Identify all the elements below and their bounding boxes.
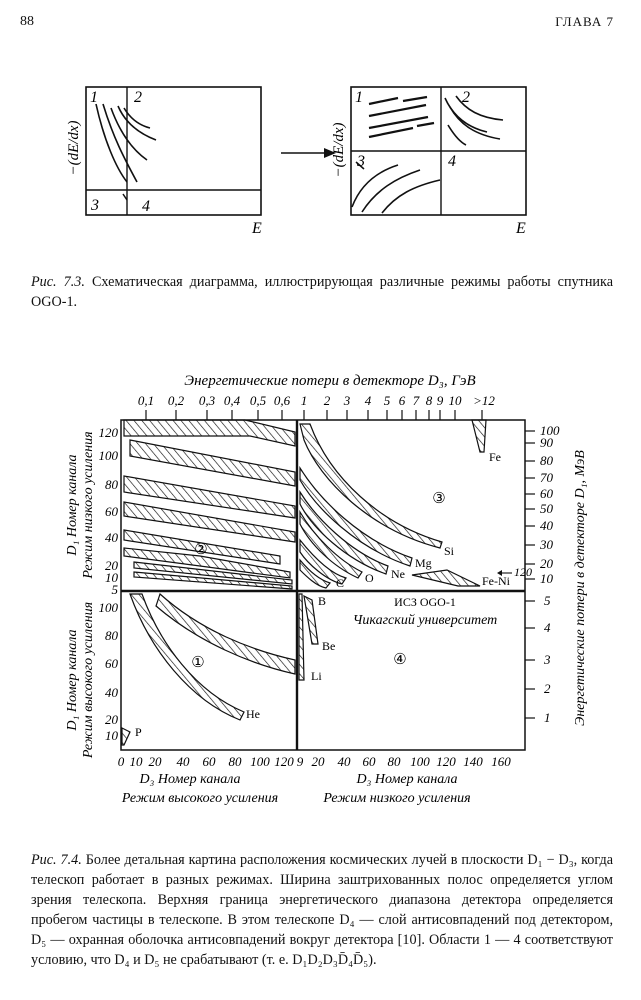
fig74-right-axis-label: Энергетические потери в детекторе D₁, МэВ [573, 450, 588, 726]
fig74-left-bottom-axis-label-2: Режим высокого усиления [81, 601, 96, 759]
left-top-tick-80: 80 [105, 477, 118, 492]
fig73-right-x-label: E [516, 220, 526, 237]
top-tick-1: 1 [300, 393, 308, 408]
top-tick-3: 3 [343, 393, 351, 408]
element-label-p: P [135, 725, 142, 739]
fig74-bands-lower-left [122, 594, 295, 745]
fig73-left-region-2: 2 [134, 89, 142, 106]
element-label-o: O [365, 571, 374, 585]
right-tick-70: 70 [540, 470, 553, 485]
figure-7-3 [0, 60, 641, 240]
top-tick-0-3: 0,3 [198, 393, 216, 408]
figure-7-3-caption-label: Рис. 7.3. [31, 274, 85, 290]
right-tick-40: 40 [540, 518, 553, 533]
element-label-fe: Fe [489, 450, 501, 464]
fig74-bands-upper-left [124, 420, 295, 589]
fig74-right-tick-labels [539, 423, 560, 725]
left-top-tick-60: 60 [105, 504, 118, 519]
right-tick-4: 4 [544, 620, 551, 635]
top-tick-0-1: 0,1 [137, 393, 155, 408]
element-label-ne: Ne [391, 567, 405, 581]
top-tick-9: 9 [436, 393, 444, 408]
top-tick-2: 2 [323, 393, 331, 408]
fig74-left-bottom-tick-labels [99, 600, 119, 743]
fig74-top-tick-labels [138, 393, 496, 408]
top-tick-10: 10 [448, 393, 462, 408]
bottom-tick-r120: 120 [436, 754, 456, 769]
top-tick-5: 5 [383, 393, 391, 408]
bottom-tick-10: 10 [129, 754, 143, 769]
fig74-left-bottom-axis-label-1: D₁ Номер канала [65, 629, 80, 731]
right-tick-1: 1 [544, 710, 551, 725]
right-tick-2: 2 [544, 681, 551, 696]
fig73-left-y-label: −(dE/dx) [66, 120, 82, 176]
figure-7-4-caption-label: Рис. 7.4. [31, 852, 82, 868]
fig73-left-region-4: 4 [142, 198, 150, 215]
fig74-bottom-right-label-1: D₃ Номер канала [356, 772, 458, 787]
left-bottom-tick-40: 40 [105, 685, 118, 700]
element-label-fe-ni: Fe-Ni [482, 574, 510, 588]
top-tick-4: 4 [364, 393, 372, 408]
figure-7-4 [0, 360, 641, 820]
element-label-li: Li [311, 669, 322, 683]
element-label-si: Si [444, 544, 455, 558]
bottom-tick-20: 20 [148, 754, 162, 769]
left-bottom-tick-60: 60 [105, 656, 118, 671]
fig74-bands-upper-right [300, 420, 486, 588]
right-tick-10: 10 [540, 571, 553, 586]
fig74-left-top-axis-label-1: D₁ Номер канала [65, 454, 80, 556]
fig73-right-region-2: 2 [462, 89, 470, 106]
bottom-tick-r9: 9 [296, 754, 304, 769]
top-tick-6: 6 [398, 393, 406, 408]
bottom-tick-r100: 100 [410, 754, 430, 769]
fig73-left-panel [86, 87, 261, 215]
bottom-tick-100: 100 [250, 754, 270, 769]
right-tick-80: 80 [540, 453, 553, 468]
right-tick-90: 90 [540, 435, 553, 450]
top-tick-0-2: 0,2 [167, 393, 185, 408]
fig74-left-top-axis-label-2: Режим низкого усиления [81, 431, 96, 579]
fig73-right-region-1: 1 [355, 89, 363, 106]
top-tick-7: 7 [412, 393, 420, 408]
left-bottom-tick-10: 10 [105, 728, 118, 743]
right-tick-50: 50 [540, 501, 553, 516]
chapter-title: ГЛАВА 7 [555, 14, 614, 29]
fig73-left-region-3: 3 [91, 197, 99, 214]
fig73-right-y-label: −(dE/dx) [331, 122, 347, 178]
left-top-tick-100: 100 [98, 448, 118, 463]
region-3-label: ③ [432, 491, 446, 507]
region-4-label: ④ [393, 652, 407, 668]
left-top-tick-10: 10 [105, 570, 118, 585]
fig74-mark-120: 120 [514, 565, 532, 579]
bottom-tick-r140: 140 [463, 754, 483, 769]
fig74-left-top-tick-labels [99, 425, 119, 597]
element-label-he: He [246, 707, 260, 721]
fig73-right-region-3: 3 [357, 153, 365, 170]
fig74-top-axis-title: Энергетические потери в детекторе D₃, ГэВ [184, 373, 476, 389]
left-bottom-tick-20: 20 [105, 712, 118, 727]
bottom-tick-0: 0 [117, 754, 125, 769]
top-tick-0-4: 0,4 [223, 393, 241, 408]
bottom-tick-40: 40 [176, 754, 190, 769]
bottom-tick-r40: 40 [337, 754, 351, 769]
bottom-tick-r20: 20 [311, 754, 325, 769]
fig74-bottom-left-label-1: D₃ Номер канала [139, 772, 241, 787]
right-tick-30: 30 [540, 537, 553, 552]
element-label-c: C [336, 576, 345, 590]
bottom-tick-60: 60 [202, 754, 216, 769]
left-bottom-tick-100: 100 [98, 600, 118, 615]
right-tick-60: 60 [540, 486, 553, 501]
left-top-tick-120: 120 [98, 425, 118, 440]
left-top-tick-5: 5 [111, 582, 118, 597]
left-top-tick-40: 40 [105, 530, 118, 545]
fig73-right-panel [351, 87, 526, 215]
element-label-mg: Mg [415, 556, 432, 570]
fig74-bottom-tick-labels [118, 754, 512, 769]
top-tick-8: 8 [425, 393, 433, 408]
figure-7-4-caption-text: Более детальная картина расположения космических лучей в плоскости D₁ − D₃, когда телескоп работает в разных режимах. Ширина заштрихованных полос определяется углом зрения телескопа. Верхняя граница энергетического диапазона детектора определяется пробегом частицы в телескопе. В этом телескопе D₄ — слой антисовпадений под детектором, D₅ — охранная оболочка антисовпадений вокруг детектора [10]. Области 1 — 4 соответствуют условию, что D₄ и D₅ не срабатывают (т. е. D₁D₂D₃D̄₄D̄₅). [31, 852, 614, 968]
top-tick-gt12: >12 [473, 393, 495, 408]
figure-7-4-caption [31, 850, 613, 970]
bottom-tick-r80: 80 [387, 754, 401, 769]
top-tick-0-5: 0,5 [249, 393, 267, 408]
fig74-top-ticks [146, 410, 482, 420]
instrument-line-1: ИСЗ OGO-1 [394, 595, 456, 609]
fig73-transition-arrow [281, 148, 336, 158]
element-label-b: B [318, 594, 327, 608]
fig73-right-region-4: 4 [448, 153, 456, 170]
fig73-left-region-1: 1 [90, 89, 98, 106]
region-1-label: ① [191, 655, 205, 671]
fig73-left-x-label: E [252, 220, 262, 237]
instrument-line-2: Чикагский университет [352, 613, 498, 628]
right-tick-100: 100 [540, 423, 560, 438]
right-tick-20: 20 [540, 556, 553, 571]
fig74-bands-lower-right [299, 594, 318, 680]
region-2-label: ② [194, 542, 208, 558]
figure-7-3-caption-text: Схематическая диаграмма, иллюстрирующая различные режимы работы спутника OGO-1. [31, 274, 613, 310]
figure-7-3-caption [31, 272, 613, 312]
left-bottom-tick-80: 80 [105, 628, 118, 643]
top-tick-0-6: 0,6 [273, 393, 291, 408]
bottom-tick-r60: 60 [362, 754, 376, 769]
bottom-tick-80: 80 [228, 754, 242, 769]
fig74-bottom-right-label-2: Режим низкого усиления [323, 791, 471, 806]
right-tick-3: 3 [544, 652, 551, 667]
right-tick-5: 5 [544, 593, 551, 608]
element-label-be: Be [322, 639, 336, 653]
page-number: 88 [20, 14, 34, 29]
bottom-tick-120: 120 [274, 754, 294, 769]
bottom-tick-r160: 160 [491, 754, 511, 769]
left-top-tick-20: 20 [105, 558, 118, 573]
fig74-bottom-left-label-2: Режим высокого усиления [121, 791, 279, 806]
